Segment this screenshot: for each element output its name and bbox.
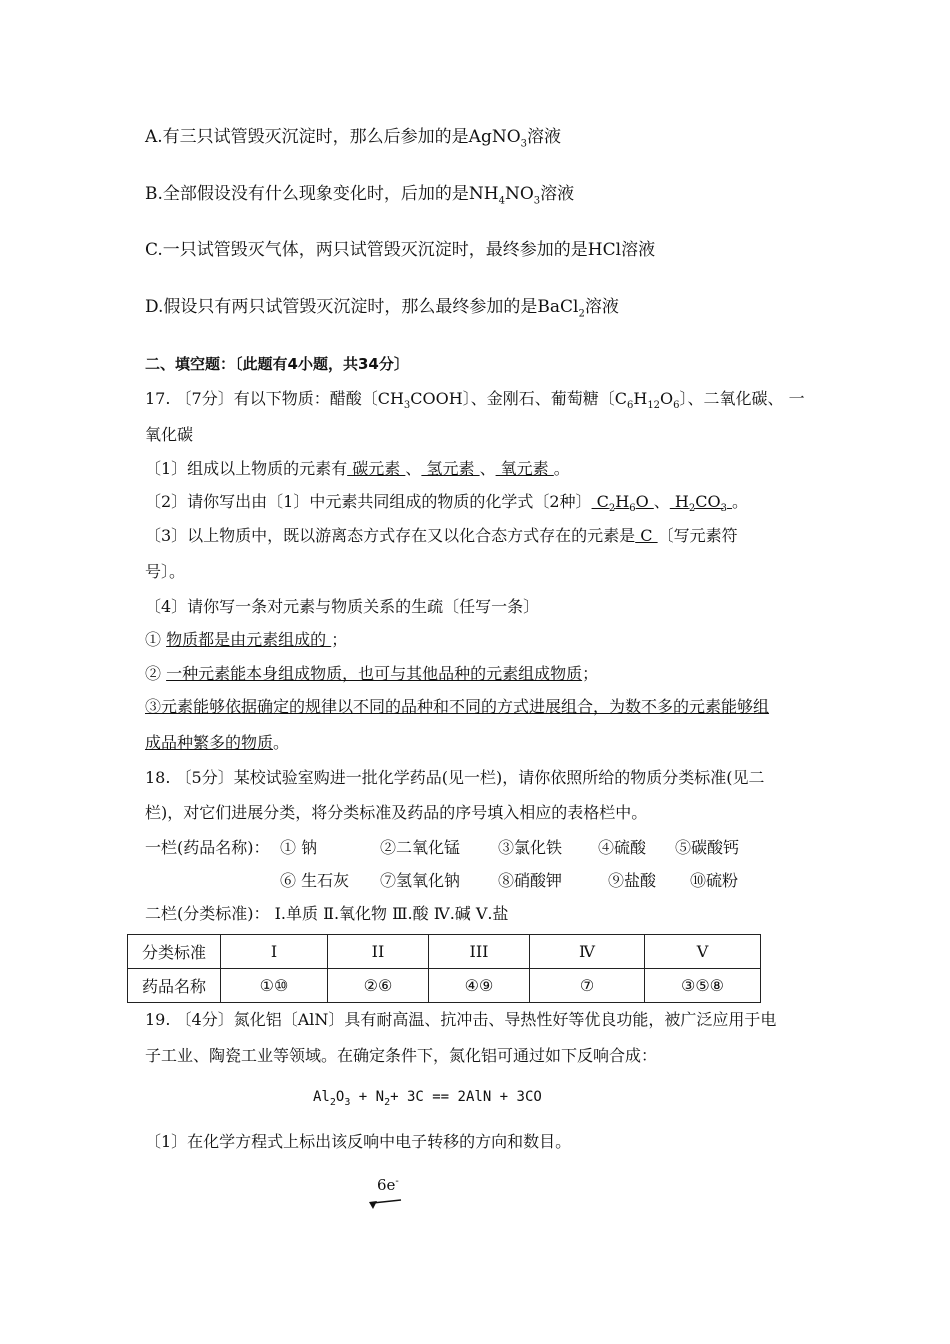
q17-stem: 17. 〔7分〕有以下物质：醋酸〔$CH_3COOH$〕、金刚石、葡萄糖〔$C_6H_{12}O_6$〕、二氧化碳、 一 [145, 389, 805, 412]
table-cell: V [645, 935, 761, 969]
q17-part3-cont: 号〕。 [145, 562, 186, 581]
answer-hydrogen: 氢元素 [421, 459, 480, 478]
table-cell: ③⑤⑧ [645, 969, 761, 1003]
option-c: C.一只试管毁灭气体，两只试管毁灭沉淀时，最终参加的是HCl溶液 [145, 240, 656, 260]
answer-element: C [635, 526, 658, 545]
q17-part4: 〔4〕请你写一条对元素与物质关系的生疏〔任写一条〕 [145, 597, 540, 616]
option-a: A.有三只试管毁灭沉淀时，那么后参加的是AgNO$_3$溶液 [145, 127, 562, 150]
table-row [128, 969, 761, 1003]
answer-oxygen: 氧元素 [495, 459, 554, 478]
table-cell: I [221, 935, 328, 969]
table-cell: II [328, 935, 429, 969]
answer-carbon: 碳元素 [347, 459, 406, 478]
option-b: B.全部假设没有什么现象变化时，后加的是$NH_4NO_3$溶液 [145, 184, 575, 207]
table-cell: ④⑨ [429, 969, 530, 1003]
q17-answer-3: ③元素能够依据确定的规律以不同的品种和不同的方式进展组合，为数不多的元素能够组 [145, 697, 770, 716]
electron-transfer-arrow-icon [367, 1196, 407, 1212]
q18-column1-row1: 一栏(药品名称)： ① 钠 ②二氧化锰 ③氯化铁 ④硫酸 ⑤碳酸钙 [145, 838, 740, 857]
chemical-equation: $Al_2O_3 + N_2+ 3C == 2AlN + 3CO$ [313, 1089, 542, 1108]
table-cell: 药品名称 [128, 969, 221, 1003]
q17-stem-cont: 氧化碳 [145, 425, 194, 444]
q17-part3: 〔3〕以上物质中，既以游离态方式存在又以化合态方式存在的元素是 C 〔写元素符 [145, 526, 738, 545]
q17-answer-1: ① 物质都是由元素组成的 ； [145, 630, 348, 649]
answer-formula-1: $C_2H_6O$ [591, 492, 654, 515]
table-cell: ⑦ [530, 969, 645, 1003]
q19-part1: 〔1〕在化学方程式上标出该反响中电子转移的方向和数目。 [145, 1132, 572, 1151]
answer-formula-2: $H_2CO_3$ [669, 492, 727, 515]
table-cell: III [429, 935, 530, 969]
table-cell: ②⑥ [328, 969, 429, 1003]
q18-column2: 二栏(分类标准)： Ⅰ.单质 Ⅱ.氧化物 Ⅲ.酸 Ⅳ.碱 Ⅴ.盐 [145, 904, 509, 923]
table-cell: ①⑩ [221, 969, 328, 1003]
table-cell: Ⅳ [530, 935, 645, 969]
q19-stem-cont: 子工业、陶瓷工业等领域。在确定条件下，氮化铝可通过如下反响合成： [145, 1046, 658, 1065]
q18-stem: 18. 〔5分〕某校试验室购进一批化学药品(见一栏)，请你依照所给的物质分类标准(见二 [145, 768, 765, 787]
q17-part1: 〔1〕组成以上物质的元素有 碳元素 、 氢元素 、 氧元素 。 [145, 459, 570, 478]
electron-transfer-label: 6e- [377, 1176, 399, 1194]
q19-stem: 19. 〔4分〕氮化铝〔AlN〕具有耐高温、抗冲击、导热性好等优良功能，被广泛应用于电 [145, 1010, 777, 1029]
q18-stem-cont: 栏)，对它们进展分类，将分类标准及药品的序号填入相应的表格栏中。 [145, 803, 648, 822]
option-d: D.假设只有两只试管毁灭沉淀时，那么最终参加的是BaCl$_2$溶液 [145, 297, 619, 320]
table-row [128, 935, 761, 969]
section-heading: 二、填空题：〔此题有4小题，共34分〕 [145, 355, 409, 373]
classification-table [127, 934, 761, 1003]
q17-part2: 〔2〕请你写出由〔1〕中元素共同组成的物质的化学式〔2种〕 $C_2H_6O$ 、 $H_2CO_3$ 。 [145, 492, 749, 515]
q17-answer-2: ② 一种元素能本身组成物质，也可与其他品种的元素组成物质； [145, 664, 599, 683]
table-cell: 分类标准 [128, 935, 221, 969]
q17-answer-3-cont: 成品种繁多的物质。 [145, 733, 290, 752]
